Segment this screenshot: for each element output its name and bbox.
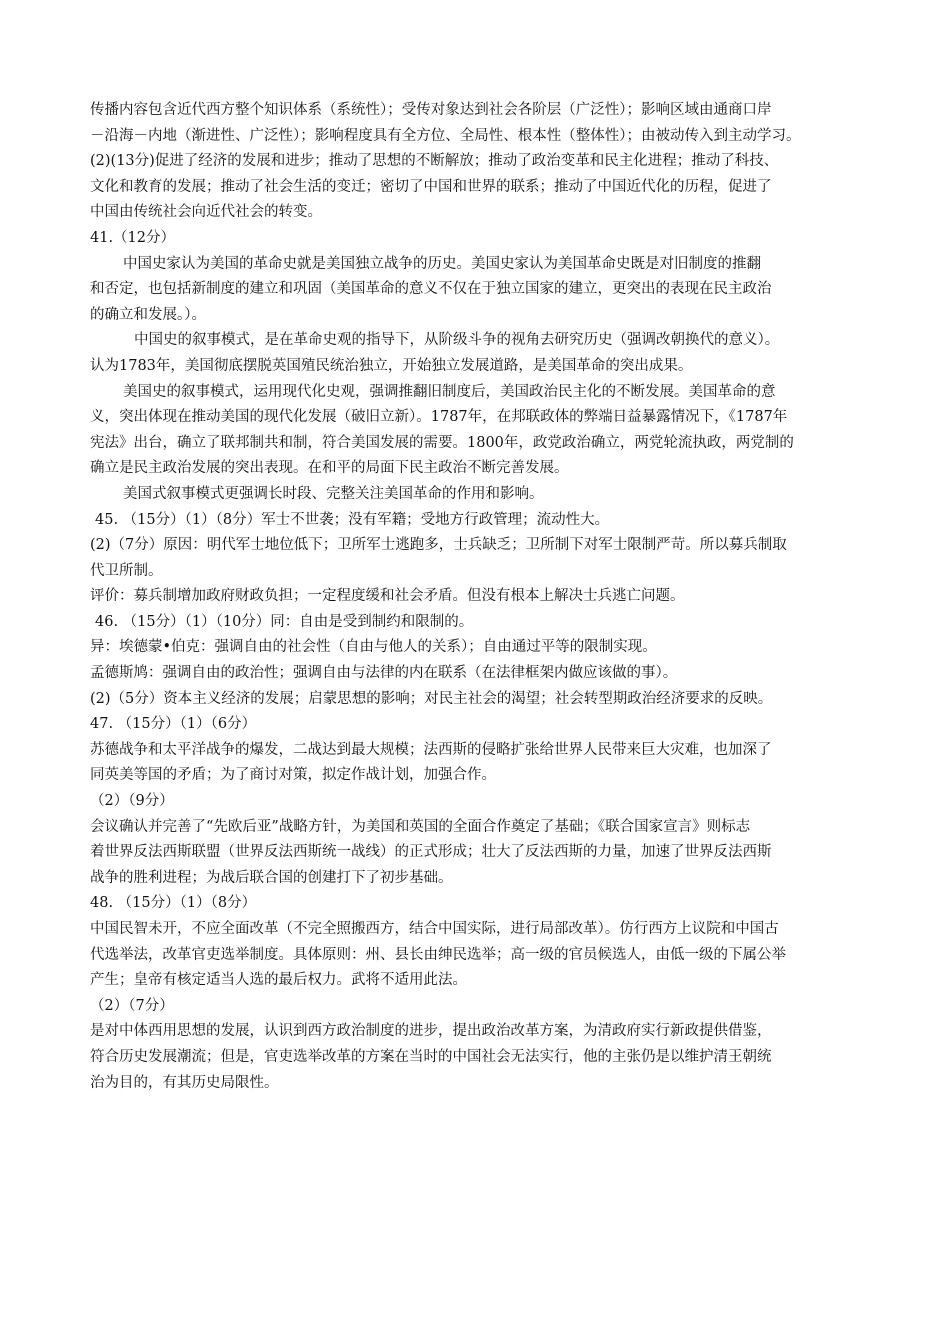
text-line: 宪法》出台，确立了联邦制共和制，符合美国发展的需要。1800年，政党政治确立，两党轮流执政，两党制的 — [90, 434, 794, 451]
text-line: (2)(13分)促进了经济的发展和进步；推动了思想的不断解放；推动了政治变革和民主化进程；推动了科技、 — [90, 153, 779, 170]
text-line: 符合历史发展潮流；但是，官吏选举改革的方案在当时的中国社会无法实行，他的主张仍是以维护清王朝统 — [90, 1048, 772, 1065]
text-line: 认为1783年，美国彻底摆脱英国殖民统治独立，开始独立发展道路，是美国革命的突出成果。 — [90, 357, 693, 374]
document-page — [90, 98, 870, 1096]
text-line: 着世界反法西斯联盟（世界反法西斯统一战线）的正式形成；壮大了反法西斯的力量，加速了世界反法西斯 — [90, 844, 772, 861]
text-line: 美国史的叙事模式，运用现代化史观，强调推翻旧制度后，美国政治民主化的不断发展。美国革命的意 — [123, 383, 776, 400]
text-line: 中国由传统社会向近代社会的转变。 — [90, 204, 322, 221]
text-line: 评价：募兵制增加政府财政负担；一定程度缓和社会矛盾。但没有根本上解决士兵逃亡问题。 — [90, 588, 685, 605]
text-line: 46. （15分）（1）（10分）同：自由是受到制约和限制的。 — [95, 613, 474, 630]
text-line: 中国史家认为美国的革命史就是美国独立战争的历史。美国史家认为美国革命史既是对旧制度的推翻 — [123, 255, 761, 272]
text-line: 和否定，也包括新制度的建立和巩固（美国革命的意义不仅在于独立国家的建立，更突出的表现在民主政治 — [90, 281, 772, 298]
text-line: 治为目的，有其历史局限性。 — [90, 1074, 279, 1091]
text-line: 同英美等国的矛盾；为了商讨对策，拟定作战计划，加强合作。 — [90, 767, 496, 784]
text-line: （2）（9分） — [90, 793, 174, 810]
text-line: 的确立和发展。）。 — [90, 306, 206, 323]
text-line: (2)（7分）原因：明代军士地位低下；卫所军士逃跑多，士兵缺乏；卫所制下对军士限制严苛。所以募兵制取 — [90, 537, 787, 554]
text-line: 美国式叙事模式更强调长时段、完整关注美国革命的作用和影响。 — [123, 485, 544, 502]
text-line: 中国史的叙事模式，是在革命史观的指导下，从阶级斗争的视角去研究历史（强调改朝换代的意义）。 — [134, 332, 780, 349]
text-line: 文化和教育的发展；推动了社会生活的变迁；密切了中国和世界的联系；推动了中国近代化的历程，促进了 — [90, 178, 772, 195]
text-line: 传播内容包含近代西方整个知识体系（系统性）；受传对象达到社会各阶层（广泛性）；影响区域由通商口岸 — [90, 102, 772, 118]
text-line: 48. （15分）（1）（8分） — [90, 895, 257, 912]
text-line: （2）（7分） — [90, 997, 174, 1014]
text-line: 代卫所制。 — [90, 562, 163, 579]
text-line: 是对中体西用思想的发展，认识到西方政治制度的进步，提出政治改革方案，为清政府实行新政提供借鉴， — [90, 1023, 772, 1040]
text-line: 代选举法，改革官吏选举制度。具体原则：州、县长由绅民选举；高一级的官员候选人，由低一级的下属公举 — [90, 946, 786, 963]
text-line: 异：埃德蒙•伯克：强调自由的社会性（自由与他人的关系）；自由通过平等的限制实现。 — [90, 639, 657, 656]
text-line: 战争的胜利进程；为战后联合国的创建打下了初步基础。 — [90, 869, 453, 886]
text-line: 孟德斯鸠：强调自由的政治性；强调自由与法律的内在联系（在法律框架内做应该做的事）。 — [90, 665, 678, 682]
text-line: 产生；皇帝有核定适当人选的最后权力。武将不适用此法。 — [90, 972, 467, 989]
text-line: (2)（5分）资本主义经济的发展；启蒙思想的影响；对民主社会的渴望；社会转型期政治经济要求的反映。 — [90, 690, 773, 707]
text-line: 41.（12分） — [90, 229, 176, 246]
text-line: 47. （15分）（1）（6分） — [90, 716, 257, 733]
text-line: 中国民智未开，不应全面改革（不完全照搬西方，结合中国实际，进行局部改革）。仿行西方上议院和中国古 — [90, 921, 779, 937]
text-line: 45. （15分）（1）（8分）军士不世袭；没有军籍；受地方行政管理；流动性大。 — [95, 511, 610, 528]
text-line: －沿海－内地（渐进性、广泛性）；影响程度具有全方位、全局性、根本性（整体性）；由被动传入到主动学习。 — [90, 127, 801, 144]
text-line: 会议确认并完善了“先欧后亚”战略方针，为美国和英国的全面合作奠定了基础；《联合国家宣言》则标志 — [90, 818, 751, 835]
text-line: 义，突出体现在推动美国的现代化发展（破旧立新）。1787年，在邦联政体的弊端日益暴露情况下，《1787年 — [90, 409, 788, 426]
text-line: 确立是民主政治发展的突出表现。在和平的局面下民主政治不断完善发展。 — [90, 460, 569, 477]
text-line: 苏德战争和太平洋战争的爆发，二战达到最大规模；法西斯的侵略扩张给世界人民带来巨大灾难，也加深了 — [90, 741, 772, 758]
